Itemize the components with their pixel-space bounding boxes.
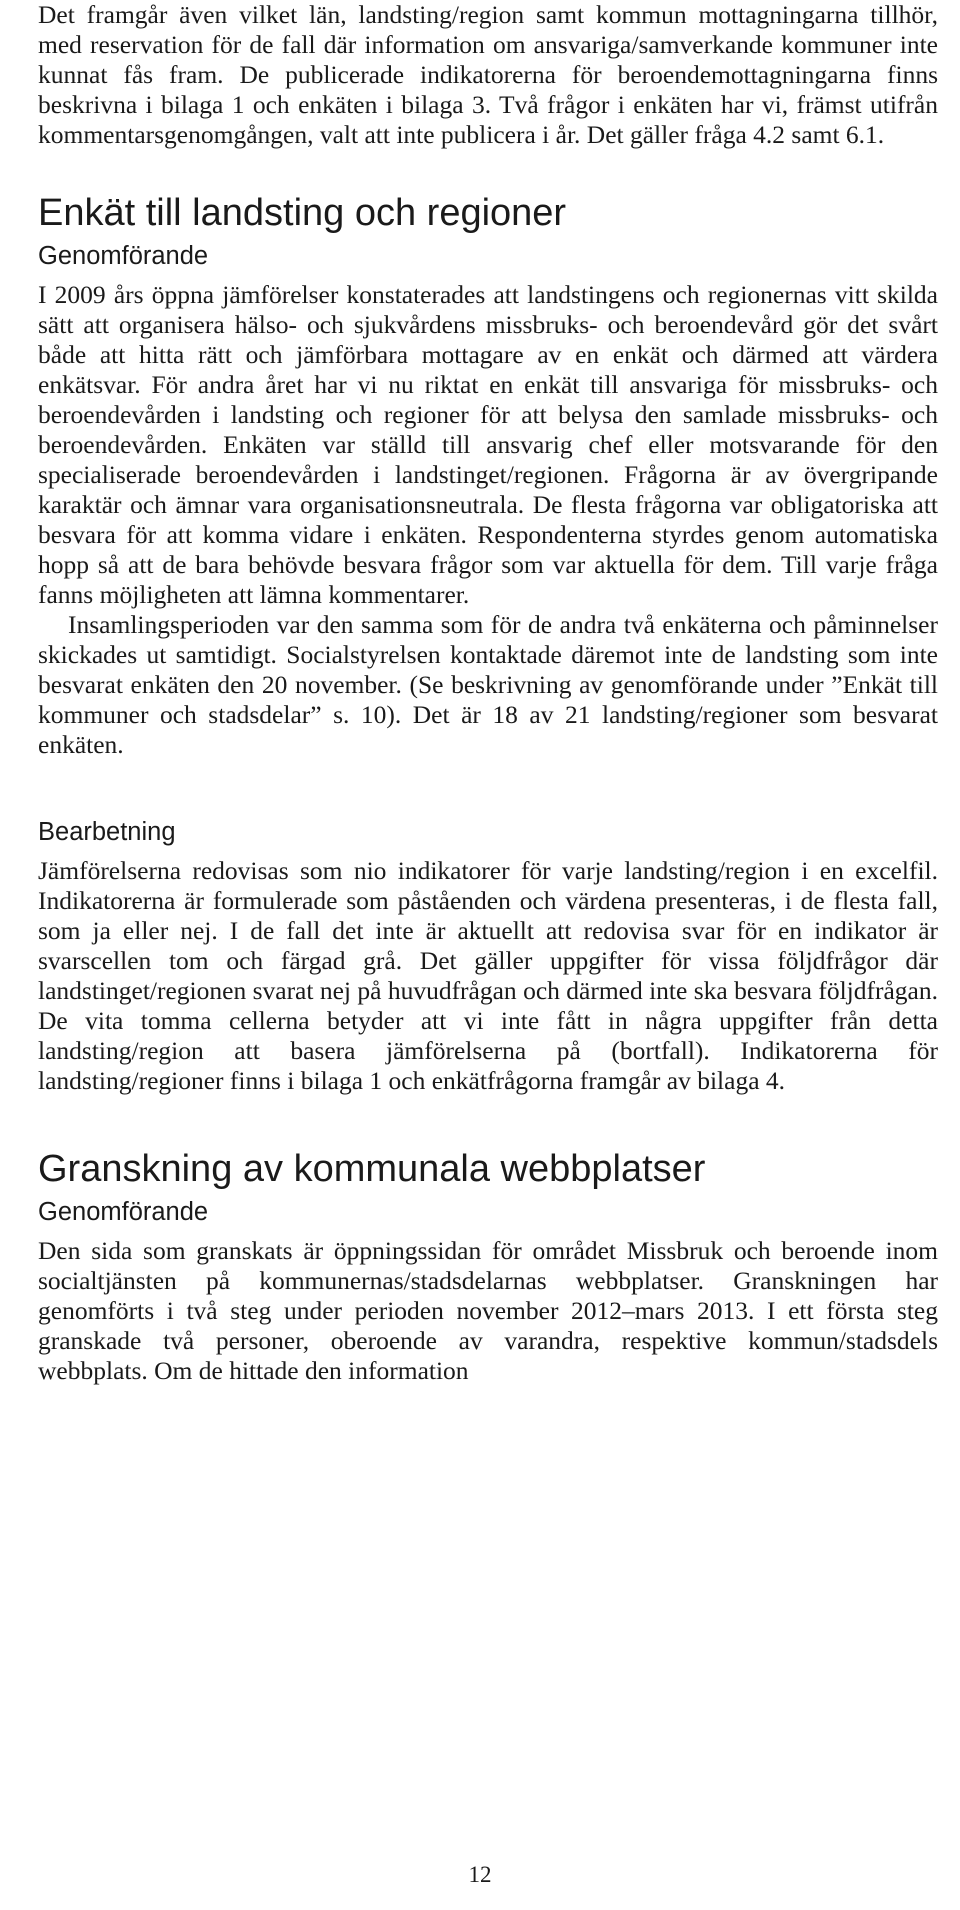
section-title-bearbetning: Bearbetning [38, 818, 176, 846]
webb-paragraph: Den sida som granskats är öppningssidan för området Missbruk och beroende inom socialtjänsten på kommunernas/stadsdelarnas webbplatser. Granskningen har genomförts i två steg under perioden november 2012–mars 2013. I ett första steg granskade två personer, oberoende av varandra, respektive kommun/stadsdels webbplats. Om de hittade den information [38, 1236, 938, 1385]
section-subtitle-webb-genomforande: Genomförande [38, 1198, 209, 1226]
page-content [38, 0, 938, 1386]
page-number: 12 [468, 1862, 492, 1887]
bearbetning-paragraph: Jämförelserna redovisas som nio indikatorer för varje landsting/region i en excelfil. Indikatorerna är formulerade som påståenden och värdena presenteras, i de flesta fall, som ja eller nej. I de fall det inte är aktuellt att redovisa svar för en indikator är svarscellen tom och färgad grå. Det gäller uppgifter för vissa följdfrågor där landstinget/regionen svarat nej på huvudfrågan och därmed inte ska besvara följdfrågan. De vita tomma cellerna betyder att vi inte fått in några uppgifter från detta landsting/region att basera jämförelserna på (bortfall). Indikatorerna för landsting/regioner finns i bilaga 1 och enkätfrågorna framgår av bilaga 4. [38, 856, 938, 1095]
intro-paragraph: Det framgår även vilket län, landsting/region samt kommun mottagningarna tillhör, med reservation för de fall där information om ansvariga/samverkande kommuner inte kunnat fås fram. De publicerade indikatorerna för beroendemottagningarna finns beskrivna i bilaga 1 och enkäten i bilaga 3. Två frågor i enkäten har vi, främst utifrån kommentarsgenomgången, valt att inte publicera i år. Det gäller fråga 4.2 samt 6.1. [38, 0, 938, 149]
section-subtitle-genomforande: Genomförande [38, 242, 209, 270]
landsting-paragraph-2: Insamlingsperioden var den samma som för de andra två enkäterna och påminnelser skickades ut samtidigt. Socialstyrelsen kontaktade däremot inte de landsting som inte besvarat enkäten den 20 november. (Se beskrivning av genomförande under ”Enkät till kommuner och stadsdelar” s. 10). Det är 18 av 21 landsting/regioner som besvarat enkäten. [38, 610, 938, 759]
landsting-paragraph-1: I 2009 års öppna jämförelser konstaterades att landstingens och regionernas vitt skilda sätt att organisera hälso- och sjukvårdens missbruks- och beroendevård gör det svårt både att hitta rätt och jämförbara mottagare av en enkät och därmed att värdera enkätsvar. För andra året har vi nu riktat en enkät till ansvariga för missbruks- och beroendevården i landsting och regioner för att belysa den samlade missbruks- och beroendevården. Enkäten var ställd till ansvarig chef eller motsvarande för den specialiserade beroendevården i landstinget/regionen. Frågorna är av övergripande karaktär och ämnar vara organisationsneutrala. De flesta frågorna var obligatoriska att besvara för att komma vidare i enkäten. Respondenterna styrdes genom automatiska hopp så att de bara behövde besvara frågor som var aktuella för dem. Till varje fråga fanns möjligheten att lämna kommentarer. [38, 280, 938, 609]
section-title-landsting: Enkät till landsting och regioner [38, 192, 567, 234]
section-title-webbplatser: Granskning av kommunala webbplatser [38, 1148, 706, 1190]
